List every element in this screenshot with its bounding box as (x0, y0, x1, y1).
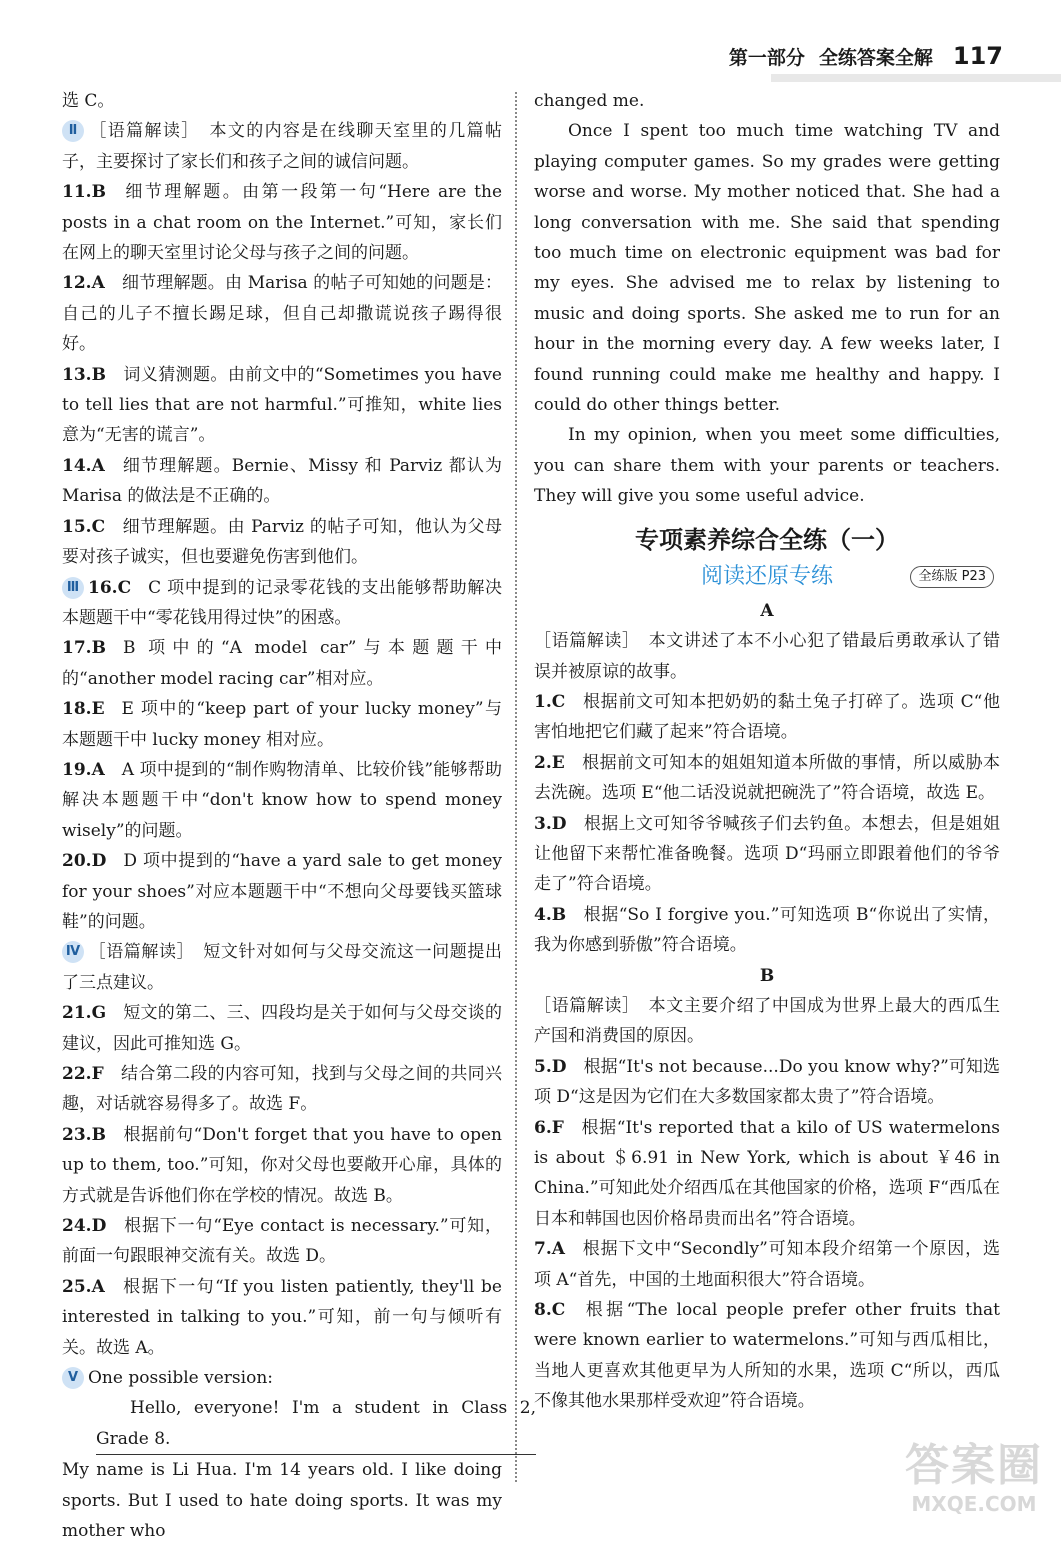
watermark-logo (899, 1440, 1049, 1530)
answer-number: 12.A (62, 273, 105, 294)
answer-entry (534, 991, 1000, 1052)
left-column (62, 86, 536, 1547)
part-b-label: B (759, 965, 775, 986)
answer-text: 细节理解题。由 Parviz 的帖子可知，他认为父母要对孩子诚实，但也要避免伤害到他们。 (62, 516, 502, 568)
answer-text: ［语篇解读］ 短文针对如何与父母交流这一问题提出了三点建议。 (62, 942, 502, 993)
header-title: 全练答案全解 (818, 46, 933, 69)
answer-entry (62, 1120, 502, 1211)
answer-text: 词义猜测题。由前文中的“Sometimes you have to tell lies that are not harmful.”可推知，white lies 意为“无害的谎言”。 (62, 364, 502, 446)
answer-text: Once I spent too much time watching TV and playing computer games. So my grades were getting worse and worse. My mother noticed that. She had a long conversation with me. She said that spending too much time on electronic equipment was bad for my eyes. She advised me to relax by listening to music and doing sports. She asked me to run for an hour in the morning every day. A few weeks later, I found running could make me healthy and happy. I could do other things better. (534, 121, 1000, 416)
answer-entry (62, 1059, 502, 1120)
answer-text: 短文的第二、三、四段均是关于如何与父母交谈的建议，因此可推知选 G。 (62, 1003, 502, 1054)
answer-entry (62, 755, 502, 846)
answer-entry (62, 633, 502, 694)
answer-entry (534, 1295, 1000, 1417)
answer-text: 根据下一句“If you listen patiently, they'll be interested in talking to you.”可知，前一句与倾听有关。故选 A。 (62, 1276, 502, 1358)
answer-text: 根据上文可知爷爷喊孩子们去钓鱼。本想去，但是姐姐让他留下来帮忙准备晚餐。选项 D“玛丽立即跟着他们的爷爷走了”符合语境。 (534, 813, 1000, 895)
answer-text: 根据“It's reported that a kilo of US watermelons is about ＄6.91 in New York, which is about ￥46 in China.”可知此处介绍西瓜在其他国家的价格，选项 F“西瓜在日本和韩国也因价格昂贵而出名”符合语境。 (534, 1117, 1000, 1229)
answer-number: 16.C (88, 577, 132, 598)
answer-entry (534, 687, 1000, 748)
answer-entry (62, 512, 502, 573)
answer-number: 18.E (62, 699, 105, 720)
answer-text: 根据前文可知本把奶奶的黏土兔子打碎了。选项 C“他害怕地把它们藏了起来”符合语境。 (534, 691, 1000, 743)
answer-entry (534, 809, 1000, 900)
answer-number: 17.B (62, 638, 106, 659)
subtitle-row (534, 560, 1000, 596)
answer-entry (534, 626, 1000, 687)
answer-number: 24.D (62, 1216, 107, 1237)
answer-number: 20.D (62, 851, 107, 872)
answer-entry (62, 1455, 502, 1546)
answer-text: 选 C。 (62, 91, 115, 111)
column-divider (515, 92, 517, 1482)
header-section: 第一部分 (728, 46, 805, 69)
answer-text: D 项中提到的“have a yard sale to get money for your shoes”对应本题题干中“不想向父母要钱买篮球鞋”的问题。 (62, 851, 502, 932)
answer-entry (62, 116, 502, 177)
essay-paragraph (534, 116, 1000, 420)
answer-number: 5.D (534, 1056, 567, 1077)
page-ref-badge: 全练版 P23 (910, 566, 994, 588)
page-header (729, 38, 1003, 74)
answer-number: 14.A (62, 455, 105, 476)
answer-number: 7.A (534, 1239, 565, 1260)
answer-entry (62, 694, 502, 755)
answer-number: 11.B (62, 182, 106, 203)
answer-text: In my opinion, when you meet some difficulties, you can share them with your parents or teachers. They will give you some useful advice. (534, 425, 1000, 507)
answer-number: 25.A (62, 1276, 105, 1297)
part-a-items (534, 626, 1000, 960)
answer-text: 根据下文中“Secondly”可知本段介绍第一个原因，选项 A“首先，中国的土地面积很大”符合语境。 (534, 1239, 1000, 1290)
answer-number: 15.C (62, 516, 106, 537)
answer-entry (62, 86, 502, 116)
answer-entry (534, 900, 1000, 961)
answer-entry (534, 1113, 1000, 1235)
answer-text: 细节理解题。Bernie、Missy 和 Parviz 都认为 Marisa 的做法是不正确的。 (62, 455, 502, 507)
answer-text: ［语篇解读］ 本文讲述了本不小心犯了错最后勇敢承认了错误并被原谅的故事。 (534, 631, 1000, 682)
roman-numeral-badge: Ⅳ (62, 941, 84, 963)
answer-text: 细节理解题。由 Marisa 的帖子可知她的问题是：自己的儿子不擅长踢足球，但自己却撒谎说孩子踢得很好。 (62, 273, 502, 355)
answer-text: 根据“So I forgive you.”可知选项 B“你说出了实情，我为你感到骄傲”符合语境。 (534, 904, 1000, 956)
essay-paragraph (534, 420, 1000, 511)
answer-number: 21.G (62, 1003, 107, 1024)
answer-number: 23.B (62, 1124, 106, 1145)
answer-text: ［语篇解读］ 本文的内容是在线聊天室里的几篇帖子，主要探讨了家长们和孩子之间的诚信问题。 (62, 121, 502, 172)
answer-text: 细节理解题。由第一段第一句“Here are the posts in a chat room on the Internet.”可知，家长们在网上的聊天室里讨论父母与孩子之间的问题。 (62, 182, 502, 264)
section-title: 专项素养综合全练（一） (635, 525, 899, 554)
roman-numeral-badge: Ⅲ (62, 577, 84, 599)
header-bar (771, 74, 1061, 82)
answer-entry (62, 573, 502, 634)
answer-text: One possible version: (88, 1368, 273, 1389)
answer-number: 4.B (534, 904, 567, 925)
answer-text: My name is Li Hua. I'm 14 years old. I like doing sports. But I used to hate doing sports. It was my mother who (62, 1460, 502, 1542)
watermark-top: 答案圈 (905, 1440, 1043, 1491)
answer-number: 13.B (62, 364, 106, 385)
answer-entry (62, 1393, 536, 1455)
right-column (534, 86, 1000, 1417)
answer-number: 19.A (62, 759, 105, 780)
answer-number: 3.D (534, 813, 567, 834)
answer-number: 22.F (62, 1064, 104, 1084)
answer-number: 6.F (534, 1117, 564, 1138)
answer-number: 8.C (534, 1300, 566, 1321)
answer-entry (62, 1363, 502, 1393)
watermark-bottom: MXQE.COM (911, 1492, 1037, 1516)
answer-entry (62, 1272, 502, 1363)
answer-text: 根据“It's not because...Do you know why?”可知选项 D“这是因为它们在大多数国家都太贵了”符合语境。 (534, 1056, 1000, 1108)
answer-text: A 项中提到的“制作购物清单、比较价钱”能够帮助解决本题题干中“don't know how to spend money wisely”的问题。 (62, 759, 502, 841)
part-b-items (534, 991, 1000, 1417)
answer-entry (62, 998, 502, 1059)
answer-text: 结合第二段的内容可知，找到与父母之间的共同兴趣，对话就容易得多了。故选 F。 (62, 1064, 502, 1115)
essay-first-line: Hello, everyone! I'm a student in Class 2, Grade 8. (96, 1393, 536, 1455)
part-a-label: A (760, 600, 774, 621)
answer-number: 2.E (534, 752, 565, 773)
answer-text: C 项中提到的记录零花钱的支出能够帮助解决本题题干中“零花钱用得过快”的困惑。 (62, 577, 502, 628)
answer-text: 根据下一句“Eye contact is necessary.”可知，前面一句跟眼神交流有关。故选 D。 (62, 1216, 502, 1267)
roman-numeral-badge: Ⅱ (62, 120, 84, 142)
essay-paragraph (534, 86, 1000, 116)
answer-entry (62, 360, 502, 451)
answer-text: changed me. (534, 91, 645, 111)
answer-text: B 项中的“A model car”与本题题干中的“another model racing car”相对应。 (62, 638, 502, 689)
answer-entry (62, 268, 502, 359)
section-subtitle: 阅读还原专练 (700, 563, 833, 589)
essay-continuation (534, 86, 1000, 512)
answer-text: 根据前文可知本的姐姐知道本所做的事情，所以威胁本去洗碗。选项 E“他二话没说就把碗洗了”符合语境，故选 E。 (534, 752, 1000, 804)
answer-entry (62, 937, 502, 998)
answer-entry (62, 846, 502, 937)
page-number: 117 (952, 42, 1003, 70)
answer-entry (62, 1211, 502, 1272)
answer-text: 根据“The local people prefer other fruits that were known earlier to watermelons.”可知与西瓜相比，当地人更喜欢其他更早为人所知的水果，选项 C“所以，西瓜不像其他水果那样受欢迎”符合语境。 (534, 1300, 1000, 1412)
answer-entry (62, 177, 502, 268)
answer-entry (534, 1234, 1000, 1295)
answer-text: ［语篇解读］ 本文主要介绍了中国成为世界上最大的西瓜生产国和消费国的原因。 (534, 995, 1000, 1047)
answer-text: E 项中的“keep part of your lucky money”与本题题干中 lucky money 相对应。 (62, 699, 502, 750)
answer-entry (534, 1052, 1000, 1113)
answer-entry (534, 748, 1000, 809)
answer-entry (62, 451, 502, 512)
answer-number: 1.C (534, 691, 566, 712)
roman-numeral-badge: Ⅴ (62, 1367, 84, 1389)
answer-text: 根据前句“Don't forget that you have to open up to them, too.”可知，你对父母也要敞开心扉，具体的方式就是告诉他们你在学校的情况。故选 B。 (62, 1124, 502, 1206)
